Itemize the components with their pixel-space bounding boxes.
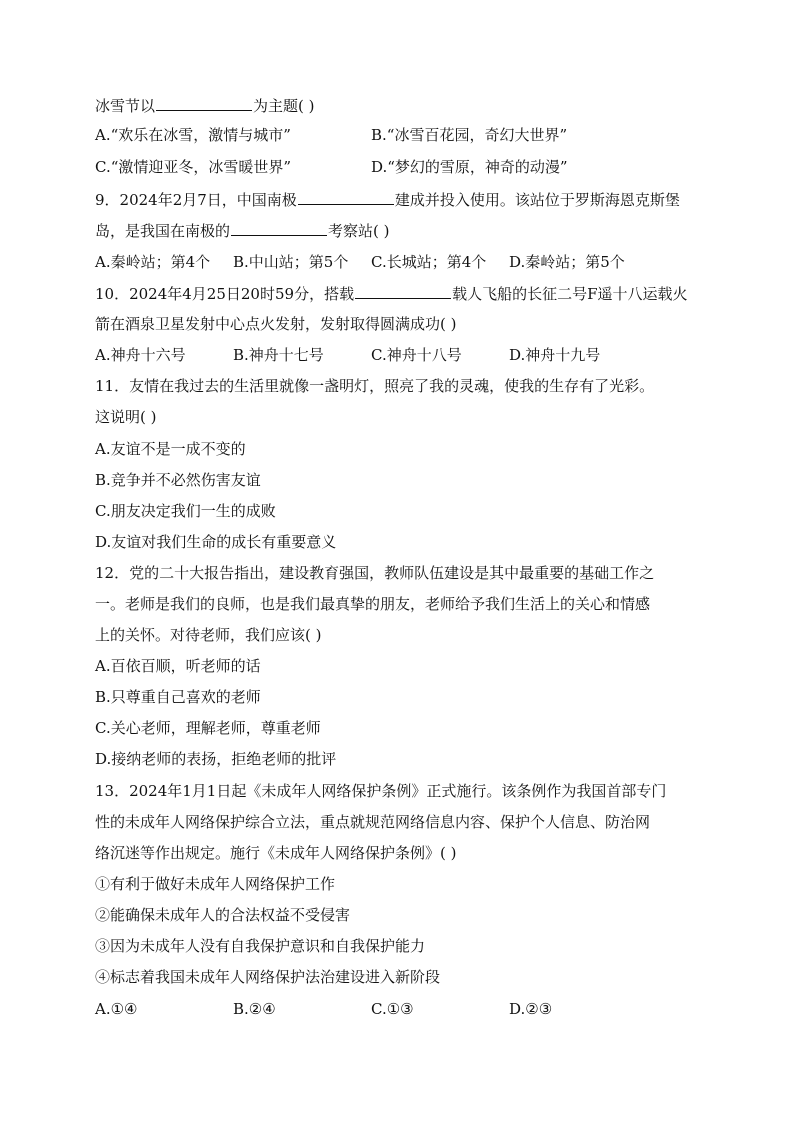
q8-option-b: B.“冰雪百花园，奇幻大世界” — [371, 126, 568, 144]
q10-stem-line-1 — [95, 280, 688, 306]
q11-option-a: A.友谊不是一成不变的 — [95, 440, 246, 458]
q9-stem-post: 建成并投入使用。该站位于罗斯海恩克斯堡 — [394, 191, 680, 209]
q13-option-c: C.①③ — [371, 1000, 414, 1018]
q8-stem-line — [95, 92, 315, 118]
q8-stem-pre: 冰雪节以 — [95, 97, 156, 115]
q9-stem-line-1 — [95, 186, 680, 212]
q8-stem-post: 为主题( ) — [253, 97, 315, 115]
q11-option-d: D.友谊对我们生命的成长有重要意义 — [95, 533, 337, 551]
q8-option-a: A.“欢乐在冰雪，激情与城市” — [95, 126, 291, 144]
q12-option-b: B.只尊重自己喜欢的老师 — [95, 688, 261, 706]
q9-answer-blank-1 — [298, 186, 394, 205]
q12-stem-line-1: 12．党的二十大报告指出，建设教育强国，教师队伍建设是其中最重要的基础工作之 — [95, 564, 655, 582]
q13-stem-line-2: 性的未成年人网络保护综合立法，重点就规范网络信息内容、保护个人信息、防治网 — [95, 813, 651, 831]
q10-stem-post: 载人飞船的长征二号F遥十八运载火 — [452, 285, 688, 303]
q13-statement-4: ④标志着我国未成年人网络保护法治建设进入新阶段 — [95, 968, 441, 986]
q9-option-a: A.秦岭站；第4个 — [95, 253, 211, 271]
q10-option-c: C.神舟十八号 — [371, 346, 462, 364]
q11-option-c: C.朋友决定我们一生的成败 — [95, 502, 276, 520]
q10-option-d: D.神舟十九号 — [509, 346, 601, 364]
q9-option-b: B.中山站；第5个 — [233, 253, 349, 271]
q13-statement-2: ②能确保未成年人的合法权益不受侵害 — [95, 906, 351, 924]
q9-stem-pre: 9．2024年2月7日，中国南极 — [95, 191, 297, 209]
q9-stem-line-2 — [95, 217, 390, 243]
q9-stem2-post: 考察站( ) — [328, 222, 390, 240]
q13-option-b: B.②④ — [233, 1000, 276, 1018]
q13-statement-1: ①有利于做好未成年人网络保护工作 — [95, 875, 336, 893]
q9-answer-blank-2 — [231, 217, 327, 236]
q12-option-c: C.关心老师，理解老师，尊重老师 — [95, 719, 321, 737]
q13-option-a: A.①④ — [95, 1000, 138, 1018]
q8-answer-blank — [156, 92, 252, 111]
q10-answer-blank — [355, 280, 451, 299]
q8-option-c: C.“激情迎亚冬，冰雪暖世界” — [95, 158, 292, 176]
q12-stem-line-3: 上的关怀。对待老师，我们应该( ) — [95, 626, 322, 644]
q13-stem-line-1: 13．2024年1月1日起《未成年人网络保护条例》正式施行。该条例作为我国首部专门 — [95, 782, 667, 800]
q9-option-d: D.秦岭站；第5个 — [509, 253, 625, 271]
q13-option-d: D.②③ — [509, 1000, 553, 1018]
q13-stem-line-3: 络沉迷等作出规定。施行《未成年人网络保护条例》( ) — [95, 844, 457, 862]
q10-option-a: A.神舟十六号 — [95, 346, 186, 364]
q11-stem-line-1: 11．友情在我过去的生活里就像一盏明灯，照亮了我的灵魂，使我的生存有了光彩。 — [95, 377, 655, 395]
q12-option-d: D.接纳老师的表扬，拒绝老师的批评 — [95, 750, 337, 768]
q8-option-d: D.“梦幻的雪原，神奇的动漫” — [371, 158, 568, 176]
q10-option-b: B.神舟十七号 — [233, 346, 324, 364]
q9-stem2-pre: 岛，是我国在南极的 — [95, 222, 231, 240]
q11-stem-line-2: 这说明( ) — [95, 408, 157, 426]
q9-option-c: C.长城站；第4个 — [371, 253, 487, 271]
q13-statement-3: ③因为未成年人没有自我保护意识和自我保护能力 — [95, 937, 426, 955]
q12-stem-line-2: 一。老师是我们的良师，也是我们最真挚的朋友，老师给予我们生活上的关心和情感 — [95, 595, 651, 613]
q11-option-b: B.竞争并不必然伤害友谊 — [95, 471, 261, 489]
q10-stem-pre: 10．2024年4月25日20时59分，搭载 — [95, 285, 355, 303]
q10-stem-line-2: 箭在酒泉卫星发射中心点火发射，发射取得圆满成功( ) — [95, 315, 457, 333]
q12-option-a: A.百依百顺，听老师的话 — [95, 657, 261, 675]
